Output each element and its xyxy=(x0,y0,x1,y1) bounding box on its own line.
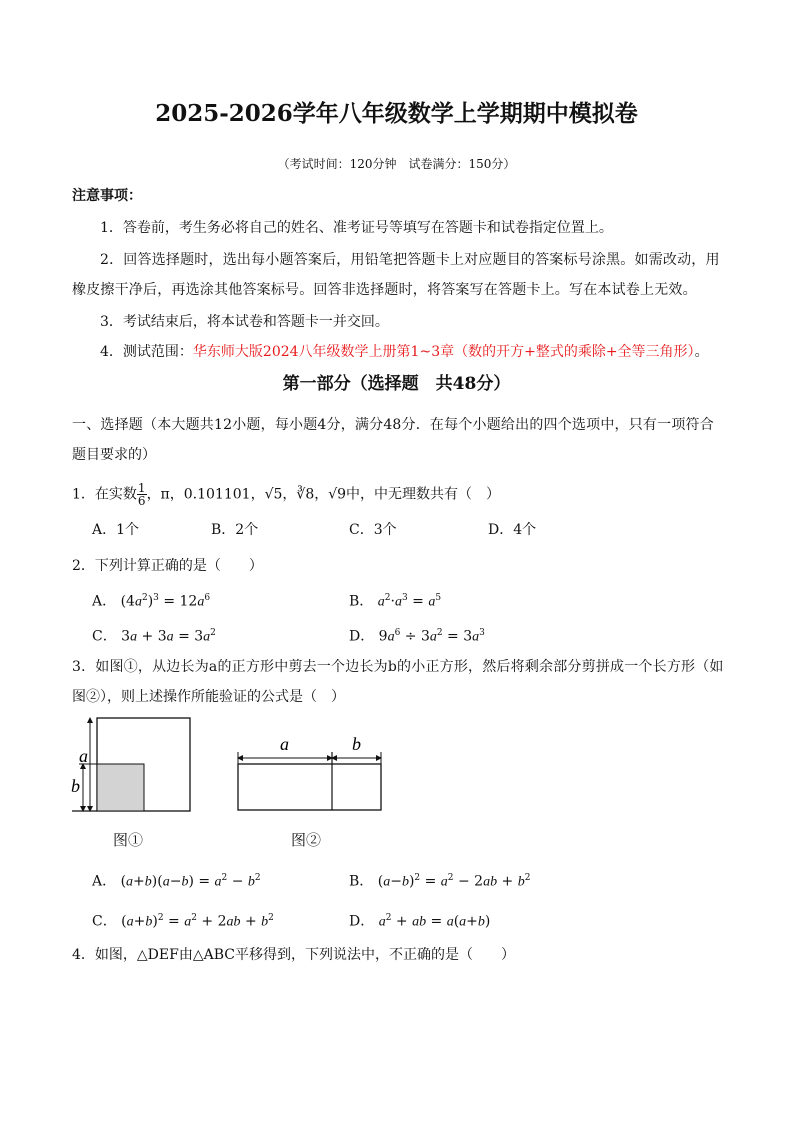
label-a: a xyxy=(280,734,289,754)
question-3: 3．如图①，从边长为a的正方形中剪去一个边长为b的小正方形，然后将剩余部分剪拼成一个长方形（如 xyxy=(72,659,724,675)
note-item: 2．回答选择题时，选出每小题答案后，用铅笔把答题卡上对应题目的答案标号涂黑。如需改动，用 xyxy=(100,252,720,268)
q3-option-b[interactable]: B． $(a-b)^2 = a^2 - 2ab + b^2$ xyxy=(349,873,531,890)
question-4: 4．如图，△DEF由△ABC平移得到，下列说法中，不正确的是（ ） xyxy=(72,947,515,963)
exam-info: （考试时间：120分钟 试卷满分：150分） xyxy=(277,157,516,171)
option-label: D． xyxy=(349,628,375,645)
part1-heading: 第一部分（选择题 共48分） xyxy=(282,374,511,394)
denominator: 6 xyxy=(137,494,146,508)
q1-option-a[interactable]: A．1个 xyxy=(92,522,140,538)
note-item: 橡皮擦干净后，再选涂其他答案标号。回答非选择题时，将答案写在答题卡上。写在本试卷上无效。 xyxy=(72,282,697,298)
figure-2-caption: 图② xyxy=(291,831,322,849)
q2-option-b[interactable]: B． $a^2\cdot a^3 = a^5$ xyxy=(349,593,442,610)
q1-rest: ，π，0.101101，√5，∛8，√9中，中无理数共有（ ） xyxy=(146,486,501,503)
note-item: 3．考试结束后，将本试卷和答题卡一并交回。 xyxy=(100,314,389,330)
question-2: 2．下列计算正确的是（ ） xyxy=(72,558,263,574)
note-item: 1．答卷前，考生务必将自己的姓名、准考证号等填写在答题卡和试卷指定位置上。 xyxy=(100,220,613,236)
fraction xyxy=(137,482,147,507)
q1-option-c[interactable]: C．3个 xyxy=(349,522,397,538)
option-label: B． xyxy=(349,873,374,890)
q1-option-b[interactable]: B．2个 xyxy=(211,522,259,538)
q3-option-c[interactable]: C． $(a+b)^2 = a^2 + 2ab + b^2$ xyxy=(92,913,274,930)
section-intro: 题目要求的） xyxy=(72,447,156,463)
q1-prefix: 1．在实数 xyxy=(72,486,137,503)
page-title: 2025-2026学年八年级数学上学期期中模拟卷 xyxy=(155,100,638,127)
numerator: 1 xyxy=(137,481,146,495)
figure-2 xyxy=(230,730,390,815)
figure-1-caption: 图① xyxy=(113,831,144,849)
option-label: C． xyxy=(92,628,117,645)
question-1 xyxy=(72,482,500,507)
q2-option-c[interactable]: C． $3a + 3a = 3a^2$ xyxy=(92,628,216,645)
q2-option-d[interactable]: D． $9a^6 \div 3a^2 = 3a^3$ xyxy=(349,628,485,645)
label-b: b xyxy=(71,776,80,796)
notes-heading: 注意事项： xyxy=(72,188,142,204)
q3-option-d[interactable]: D． $a^2$ + ab = a(a+b) xyxy=(349,913,491,930)
option-label: A． xyxy=(92,593,117,610)
scope-range: 华东师大版2024八年级数学上册第1~3章（数的开方+整式的乘除+全等三角形） xyxy=(192,344,695,360)
section-intro: 一、选择题（本大题共12小题，每小题4分，满分48分．在每个小题给出的四个选项中，只有一项符合 xyxy=(72,417,714,433)
option-label: C． xyxy=(92,913,117,930)
scope-label: 4．测试范围： xyxy=(100,344,193,360)
label-b: b xyxy=(352,734,361,754)
option-label: D． xyxy=(349,913,375,930)
option-label: B． xyxy=(349,593,374,610)
question-3: 图②），则上述操作所能验证的公式是（ ） xyxy=(72,689,345,705)
option-label: A． xyxy=(92,873,117,890)
q3-option-a[interactable]: A． $(a+b)(a-b) = a^2 - b^2$ xyxy=(92,873,261,890)
figure-1 xyxy=(60,700,210,820)
label-a: a xyxy=(79,746,88,766)
q2-option-a[interactable]: A． $(4a^2)^3 = 12a^6$ xyxy=(92,593,211,610)
q1-option-d[interactable]: D．4个 xyxy=(488,522,537,538)
note-item-scope xyxy=(100,342,709,362)
scope-suffix: 。 xyxy=(694,344,709,360)
